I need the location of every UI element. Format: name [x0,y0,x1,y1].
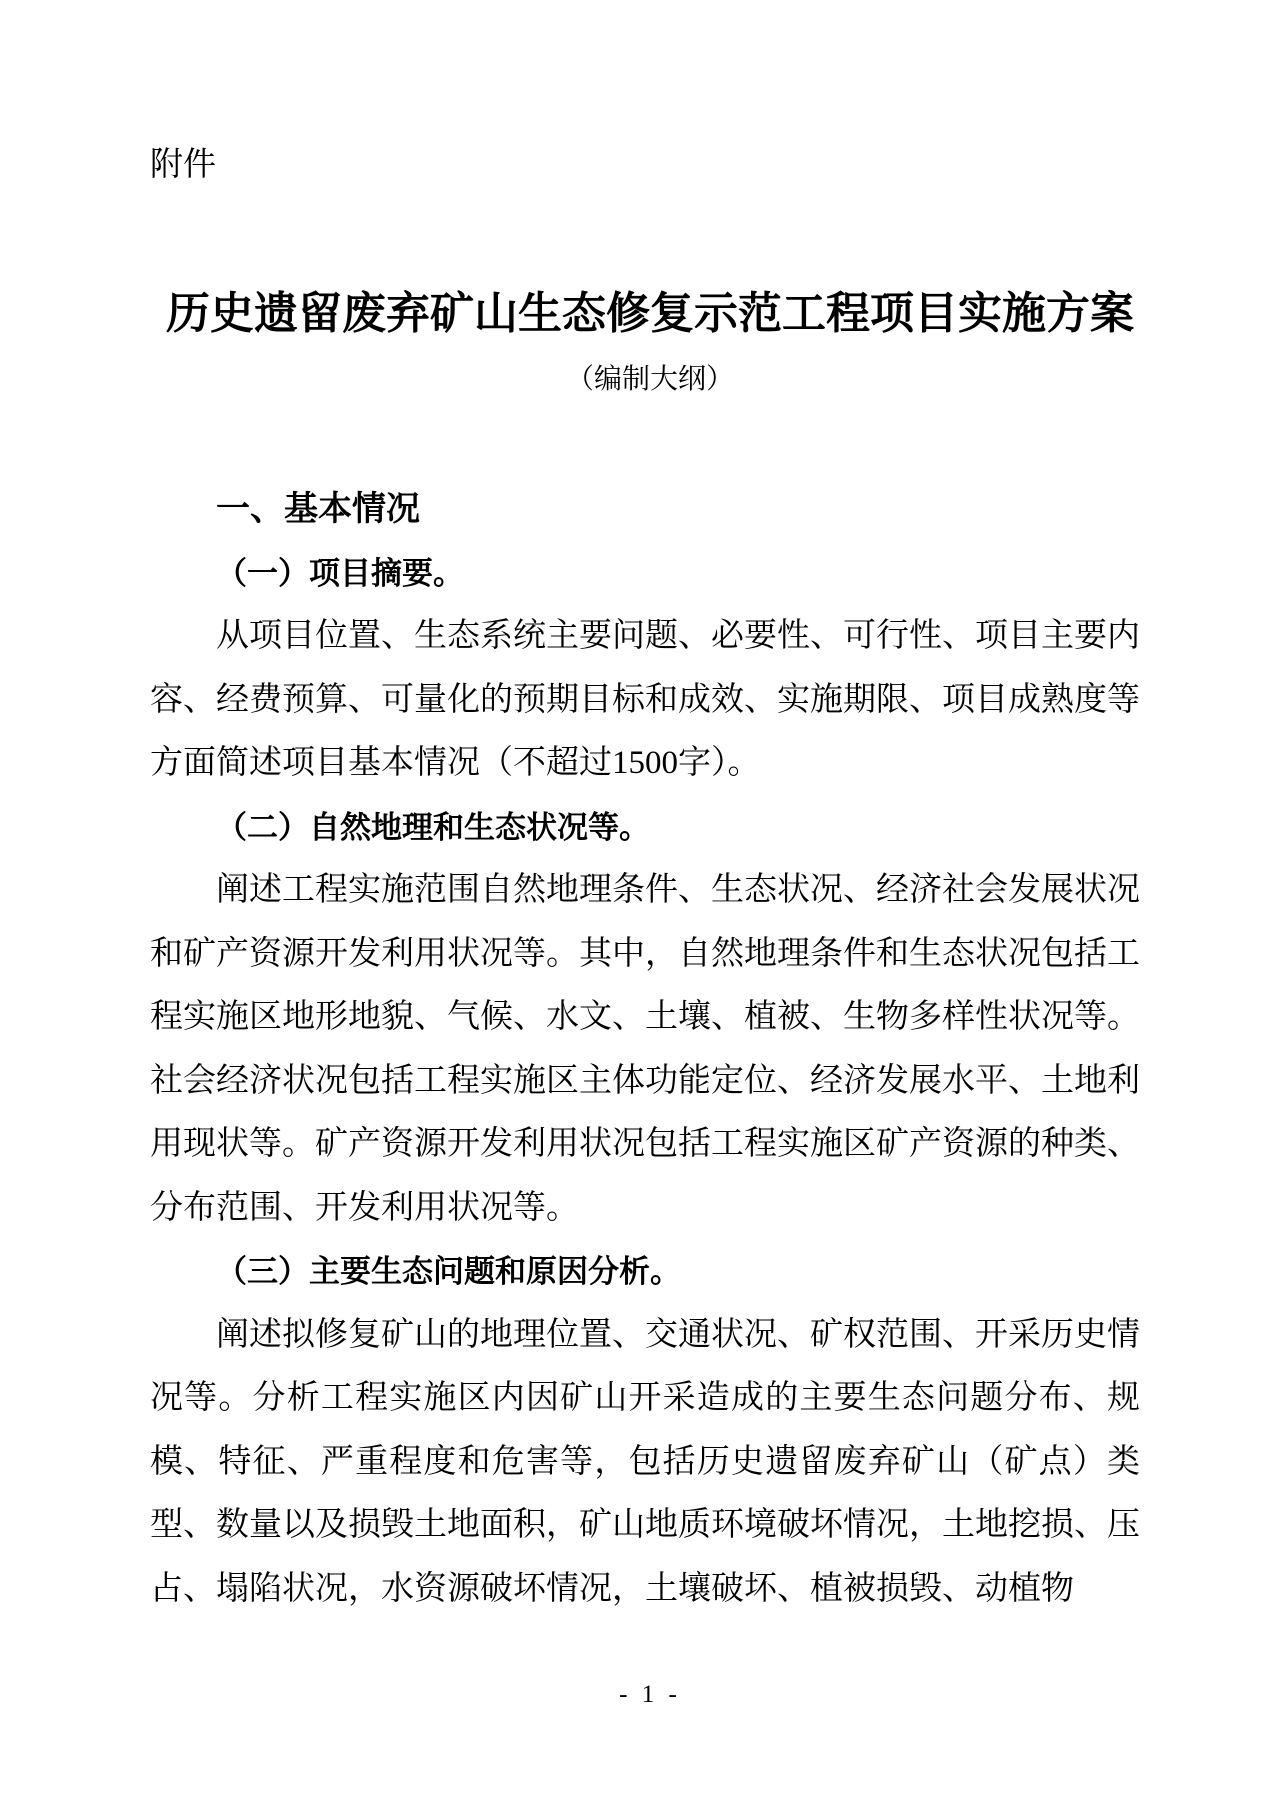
subsection-heading-natural-geography: （二）自然地理和生态状况等。 [216,809,650,845]
document-title: 历史遗留废弃矿山生态修复示范工程项目实施方案 [166,289,1134,338]
paragraph-project-summary: 从项目位置、生态系统主要问题、必要性、可行性、项目主要内容、经费预算、可量化的预期目标和成效、实施期限、项目成熟度等方面简述项目基本情况（不超过1500字）。 [150,618,1140,781]
document-body [150,478,1140,1621]
document-subtitle: （编制大纲） [565,364,734,395]
paragraph-natural-geography: 阐述工程实施范围自然地理条件、生态状况、经济社会发展状况和矿产资源开发利用状况等。其中，自然地理条件和生态状况包括工程实施区地形地貌、气候、水文、土壤、植被、生物多样性状况等。社会经济状况包括工程实施区主体功能定位、经济发展水平、土地利用现状等。矿产资源开发利用状况包括工程实施区矿产资源的种类、分布范围、开发利用状况等。 [150,872,1140,1226]
subsection-heading-project-summary: （一）项目摘要。 [216,555,464,591]
subsection-heading-ecological-problems: （三）主要生态问题和原因分析。 [216,1254,681,1289]
page-number: - 1 - [619,1681,681,1708]
section-heading-basic-info: 一、基本情况 [216,490,420,528]
attachment-label: 附件 [150,147,216,183]
paragraph-ecological-problems: 阐述拟修复矿山的地理位置、交通状况、矿权范围、开采历史情况等。分析工程实施区内因矿山开采造成的主要生态问题分布、规模、特征、严重程度和危害等，包括历史遗留废弃矿山（矿点）类型、数量以及损毁土地面积，矿山地质环境破坏情况，土地挖损、压占、塌陷状况，水资源破坏情况，土壤破坏、植被损毁、动植物 [150,1316,1140,1607]
